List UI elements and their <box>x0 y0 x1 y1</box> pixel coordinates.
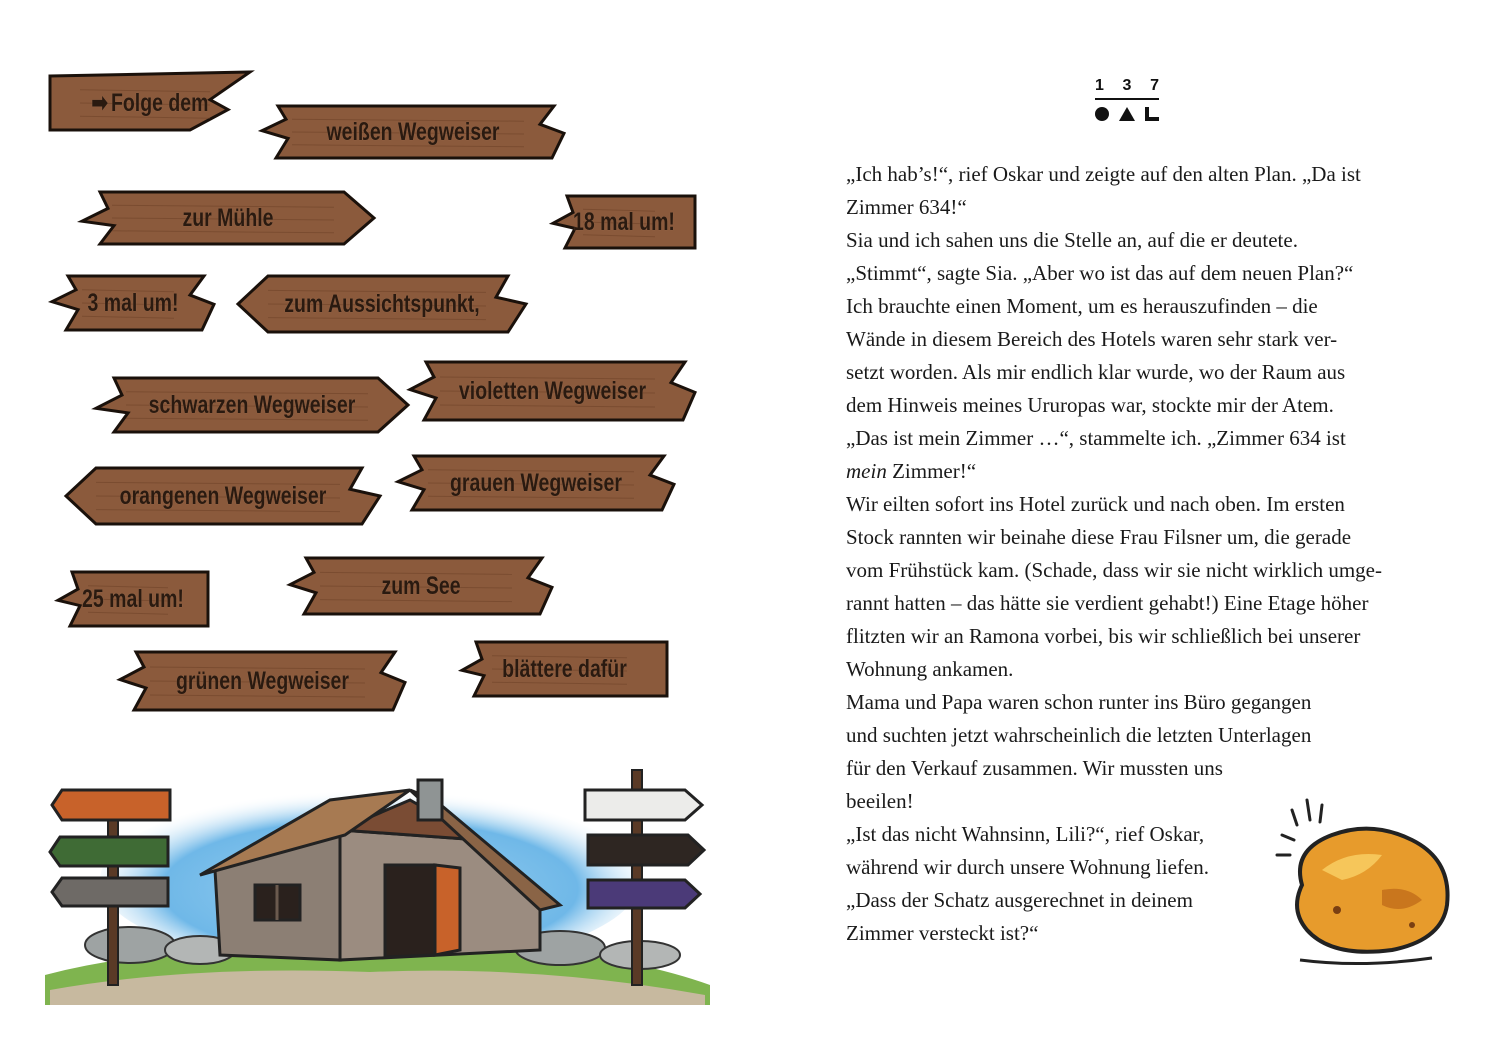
sign-label <box>428 450 643 516</box>
text-line: Stock rannten wir beinahe diese Frau Filsner um, die gerade <box>846 525 1352 549</box>
text-line: Ich brauchte einen Moment, um es herauszufinden – die <box>846 294 1318 318</box>
l-shape-icon <box>1145 107 1159 121</box>
circle-icon <box>1095 107 1109 121</box>
sign-label <box>295 100 531 164</box>
page-code-shapes <box>1095 105 1159 121</box>
page-code-digit: 1 <box>1095 77 1104 94</box>
sign-text: 18 mal um! <box>573 207 675 236</box>
text-line: „Ist das nicht Wahnsinn, Lili?“, rief Oskar, <box>846 822 1205 846</box>
text-line: dem Hinweis meines Ururopas war, stockte mir der Atem. <box>846 393 1334 417</box>
hut-illustration <box>40 760 720 1005</box>
sign-text: Folge dem <box>110 88 209 117</box>
gold-nugget-illustration <box>1262 790 1462 970</box>
text-line: rannt hatten – das hätte sie verdient gehabt!) Eine Etage höher <box>846 591 1369 615</box>
text-line <box>846 455 1406 488</box>
sign-label <box>485 636 645 702</box>
sign-text: weißen Wegweiser <box>326 117 500 146</box>
triangle-icon <box>1119 107 1135 121</box>
sign-text: zum Aussichtspunkt, <box>284 289 480 318</box>
sign-label <box>72 70 228 136</box>
sign-text: grünen Wegweiser <box>175 666 350 695</box>
text-line: und suchten jetzt wahrscheinlich die letzten Unterlagen <box>846 723 1312 747</box>
page-code-rule <box>1095 98 1159 100</box>
text-line: Sia und ich sahen uns die Stelle an, auf die er deutete. <box>846 228 1298 252</box>
text-line: beeilen! <box>846 789 914 813</box>
sign-text: schwarzen Wegweiser <box>148 390 356 419</box>
text-line: „Ich hab’s!“, rief Oskar und zeigte auf den alten Plan. „Da ist <box>846 162 1361 186</box>
text-line: setzt worden. Als mir endlich klar wurde, wo der Raum aus <box>846 360 1346 384</box>
text-line: Mama und Papa waren schon runter ins Büro gegangen <box>846 690 1312 714</box>
sign-text: zum See <box>381 571 461 600</box>
sign-text: zur Mühle <box>182 203 274 232</box>
text-line: Zimmer 634!“ <box>846 195 967 219</box>
emphasis-word: mein <box>846 459 887 483</box>
sign-label <box>151 646 373 716</box>
text-line: Wir eilten sofort ins Hotel zurück und nach oben. Im ersten <box>846 492 1345 516</box>
page-code-digit: 7 <box>1150 77 1159 94</box>
text-line: „Dass der Schatz ausgerechnet in deinem <box>846 888 1193 912</box>
sign-text: grauen Wegweiser <box>450 468 622 497</box>
text-line: flitzten wir an Ramona vorbei, bis wir schließlich bei unserer <box>846 624 1361 648</box>
sign-text: blättere dafür <box>502 654 627 683</box>
text-line: während wir durch unsere Wohnung liefen. <box>846 855 1209 879</box>
sign-label <box>319 552 523 620</box>
text-line: Zimmer versteckt ist?“ <box>846 921 1039 945</box>
sign-label <box>130 372 373 438</box>
arrow-right-icon: ➡ <box>91 89 108 117</box>
page-code-digits <box>1095 78 1159 94</box>
text-line: Wohnung ankamen. <box>846 657 1014 681</box>
text-line: vom Frühstück kam. (Schade, dass wir sie nicht wirklich umge- <box>846 558 1382 582</box>
sign-label <box>75 566 192 632</box>
page-number-code <box>1095 78 1159 126</box>
sign-label <box>441 356 663 426</box>
text-line: für den Verkauf zusammen. Wir mussten uns <box>846 756 1223 780</box>
sign-text: violetten Wegweiser <box>458 376 647 405</box>
text-line: „Stimmt“, sagte Sia. „Aber wo ist das auf dem neuen Plan?“ <box>846 261 1354 285</box>
text-line: Wände in diesem Bereich des Hotels waren sehr stark ver- <box>846 327 1338 351</box>
text-line: „Das ist mein Zimmer …“, stammelte ich. „Zimmer 634 ist <box>846 426 1346 450</box>
sign-text: 3 mal um! <box>87 288 179 317</box>
sign-text: orangenen Wegweiser <box>119 481 327 510</box>
sign-text: 25 mal um! <box>82 584 184 613</box>
text-fragment: Zimmer!“ <box>886 459 977 483</box>
sign-label <box>569 190 680 254</box>
page-code-digit: 3 <box>1122 77 1132 94</box>
sign-label <box>70 270 196 336</box>
sign-label <box>114 186 342 250</box>
sign-label <box>101 462 346 530</box>
sign-label <box>270 270 495 338</box>
